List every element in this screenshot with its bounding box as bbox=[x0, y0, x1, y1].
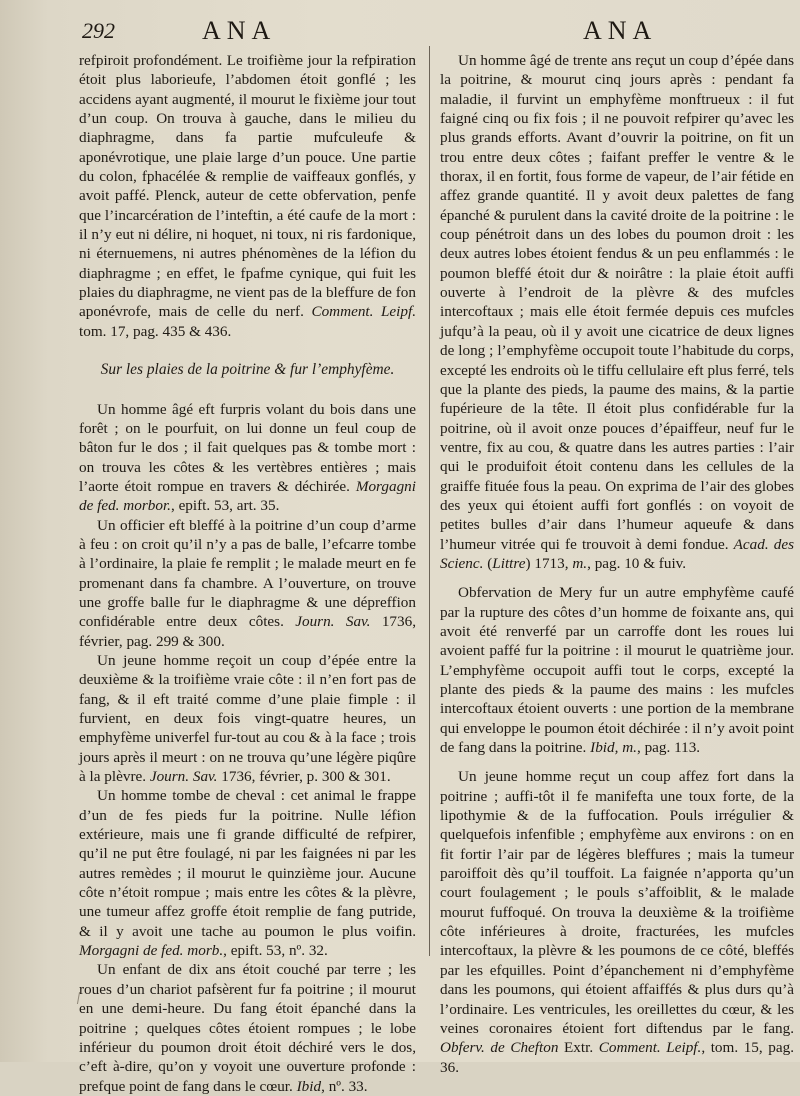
citation: Morgagni de fed. morb. bbox=[79, 942, 224, 960]
citation: Journ. Sav. bbox=[149, 768, 218, 786]
citation: Comment. Leipf. bbox=[311, 303, 417, 321]
page-header bbox=[0, 14, 800, 48]
citation: Comment. Leipf. bbox=[598, 1039, 702, 1057]
column-divider bbox=[429, 46, 430, 956]
citation-ref: 1736, février, pag. 299 & 300. bbox=[79, 613, 416, 650]
right-column bbox=[440, 51, 794, 1077]
paragraph-text: Un jeune homme reçut un coup affez fort dans la poitrine ; auffi-tôt il fe manifefta une toux forte, de la lipothymie & de la fuffocation. Pouls irrégulier & quelquefois infenfible ; emphyfème aux environs : on en fit fortir l’air par de légères bleffures ; mais la tumeur paroiffoit dès qu’il touffoit. La faignée n’apporta qu’un court foulagement ; le pouls s’affoiblit, & le malade mourut fuffoqué. On trouva la deuxième & la troifième côte inférieures à droite, fracturées, les mufcles intercoftaux, la plèvre & les poumons de ce côté, bleffés par les efquilles. Point d’épanchement ni d’emphyfème dans les poumons, qui étoient affaiffés & plus durs qu’à l’ordinaire. Les ventricules, les oreillettes du cœur, & les veines coronaires étoient fort diftendus par le fang. bbox=[440, 768, 794, 1037]
paragraph bbox=[79, 400, 416, 516]
paragraph-text: Un homme âgé de trente ans reçut un coup d’épée dans la poitrine, & mourut cinq jours après : pendant fa maladie, il furvint un emphyfème monftrueux : il fut faigné cinq ou fix fois ; il ne pouvoit refpirer qu’avec les plus grands efforts. Avant d’ouvrir la poitrine, on fit un trou entre deux côtes ; faifant preffer le ventre & le thorax, il en fortit, fous forme de vapeur, de l’air fétide en affez grande quantité. Il y avoit deux palettes de fang épanché & purulent dans la cavité droite de la poitrine : le coup pénétroit dans un des lobes du poumon droit : les deux autres lobes étoient fendus & un peu enflammés : le poumon bleffé étoit dur & noirâtre : la plaie étoit auffi ouverte à l’endroit de la plèvre & des mufcles intercoftaux ; mais elle étoit fermée depuis ces mufcles jufqu’à la peau, où il y avoit une cicatrice de deux lignes de long ; l’emphyfème occupoit toute l’habitude du corps, excepté les endroits où le tiffu cellulaire eft plus ferré, tels que la plante des pieds, la paume des mains, & la partie fupérieure de la tête. Il étoit plus confidérable fur la poitrine, où il avoit onze pouces d’épaiffeur, neuf fur le ventre, fix au cou, & quatre dans les autres parties : l’air qui le produifoit étoit contenu dans les cellules de la graiffe fituée fous la peau. On exprima de l’air des globes des yeux qui étoient auffi fort gonflés : on voyoit de petites bulles d’air dans l’humeur aqueufe & dans l’humeur vitrée qui fe trouvoit à demi fondue. bbox=[440, 52, 794, 553]
citation-ref: , pag. 10 & fuiv. bbox=[587, 554, 687, 572]
citation-ref: Extr. bbox=[558, 1039, 599, 1057]
paragraph-text: Un homme tombe de cheval : cet animal le frappe d’un de fes pieds fur la poitrine. Nulle léfion extérieure, mais une fi grande difficulté de refpirer, qu’il ne put être foulagé, ni par les faignées ni par les autres remèdes ; il mourut le quinzième jour. Aucune côte n’étoit rompue ; mais entre les côtes & la plèvre, une tumeur affez groffe étoit remplie de fang putride, & il y avoit une tache au poumon le plus voifin. bbox=[79, 787, 416, 940]
citation-ref: , epift. 53, art. 35. bbox=[170, 497, 280, 515]
paragraph bbox=[79, 786, 416, 960]
left-column bbox=[79, 51, 416, 1096]
paragraph bbox=[79, 960, 416, 1095]
citation-ref: tom. 17, pag. 435 & 436. bbox=[79, 322, 232, 340]
citation: Ibid bbox=[296, 1077, 322, 1095]
citation: Journ. Sav. bbox=[295, 613, 371, 631]
page-number: 292 bbox=[82, 18, 115, 43]
citation: Obferv. de Chefton bbox=[440, 1039, 559, 1057]
paragraph bbox=[79, 651, 416, 786]
paragraph bbox=[440, 51, 794, 573]
citation-ref: ) 1713, bbox=[525, 554, 573, 572]
running-head-right: ANA bbox=[583, 16, 658, 45]
citation-ref: , epift. 53, nº. 32. bbox=[223, 942, 328, 960]
section-title: Sur les plaies de la poitrine & fur l’emphyfème. bbox=[100, 361, 395, 379]
paragraph-text: Un jeune homme reçoit un coup d’épée entre la deuxième & la troifième vraie côte : il n’en fort pas de fang, & il eft traité comme d’une plaie fimple : il furvient, en deux fois vingt-quatre heures, un emphyfème univerfel fur-tout au cou & à la face ; trois jours après il meurt : on ne trouva qu’une légère piqûre à la plèvre. bbox=[79, 651, 416, 786]
paragraph-text: Un enfant de dix ans étoit couché par terre ; les roues d’un chariot pafsèrent fur fa poitrine ; il mourut en une demi-heure. Du fang étoit épanché dans la poitrine ; quelques côtes étoient rompues ; le lobe inférieur du poumon droit étoit déchiré vers le dos, c’eft à-dire, qu’on y voyoit une ouverture profonde : prefque point de fang dans le cœur. bbox=[79, 961, 416, 1095]
paragraph-text: Un homme âgé eft furpris volant du bois dans une forêt ; on le pourfuit, on lui donne un feul coup de bâton fur le dos ; il fait quelques pas & tombe mort : on trouva les côtes & les vertèbres entières ; mais l’aorte étoit rompue en travers & déchirée. bbox=[79, 400, 416, 495]
paragraph-text: Obfervation de Mery fur un autre emphyfème caufé par la rupture des côtes d’un homme de foixante ans, qui avoit été renverfé par un carroffe dont les roues lui avoient paffé fur la poitrine : il mourut le quatrième jour. L’emphyfème occupoit auffi tout le corps, excepté la plante des pieds & la paume des mains : les mufcles intercoftaux étoient ouverts : une portion de la membrane qui enveloppe le poumon étoit déchirée : il n’y avoit point de fang dans la poitrine. bbox=[440, 584, 794, 757]
citation-ref: , pag. 113. bbox=[636, 739, 701, 757]
paragraph bbox=[440, 767, 794, 1077]
paragraph bbox=[440, 583, 794, 757]
citation: m. bbox=[572, 554, 588, 572]
paragraph bbox=[79, 51, 416, 341]
citation-ref: ( bbox=[483, 554, 493, 572]
citation: Morgagni de fed. morbor. bbox=[79, 477, 416, 515]
citation: Acad. des Scienc. bbox=[440, 535, 794, 572]
paragraph-text: Un officier eft bleffé à la poitrine d’un coup d’arme à feu : on croit qu’il n’y a pas de balle, l’efcarre tombe à l’ordinaire, la plaie fe remplit ; le malade meurt en fe promenant dans fa chambre. A l’ouverture, on trouve une groffe balle fur le diaphragme & une dépreffion confidérable entre deux côtes. bbox=[79, 516, 416, 631]
citation-ref: , nº. 33. bbox=[321, 1077, 368, 1095]
paragraph-text: refpiroit profondément. Le troifième jour la refpiration étoit plus laborieufe, l’abdomen étoit gonflé ; les accidens ayant augmenté, il mourut le fixième jour tout d’un coup. On trouva à gauche, dans le milieu du diaphragme, dans fa partie mufculeufe & aponévrotique, une plaie large d’un pouce. Une partie du colon, fphacélée & remplie de vaiffeaux gonflés, y avoit paffé. Plenck, auteur de cette obfervation, penfe que l’incarcération de l’inteftin, a été caufe de la mort : il n’y eut ni délire, ni hoquet, ni toux, ni ris fardonique, ni éternuemens, ni autres phénomènes de la léfion du diaphragme ; en effet, le fpafme cynique, qui fuit les plaies du diaphragme, ne vient pas de la bleffure de fon aponévrofe, mais de celle du nerf. bbox=[79, 52, 416, 321]
citation-ref: 1736, février, p. 300 & 301. bbox=[217, 768, 391, 786]
paragraph bbox=[79, 516, 416, 651]
running-head-left: ANA bbox=[202, 16, 277, 45]
citation: Littre bbox=[492, 554, 526, 572]
citation-ref: , tom. 15, pag. 36. bbox=[440, 1039, 794, 1076]
citation: Ibid, m. bbox=[590, 739, 637, 757]
